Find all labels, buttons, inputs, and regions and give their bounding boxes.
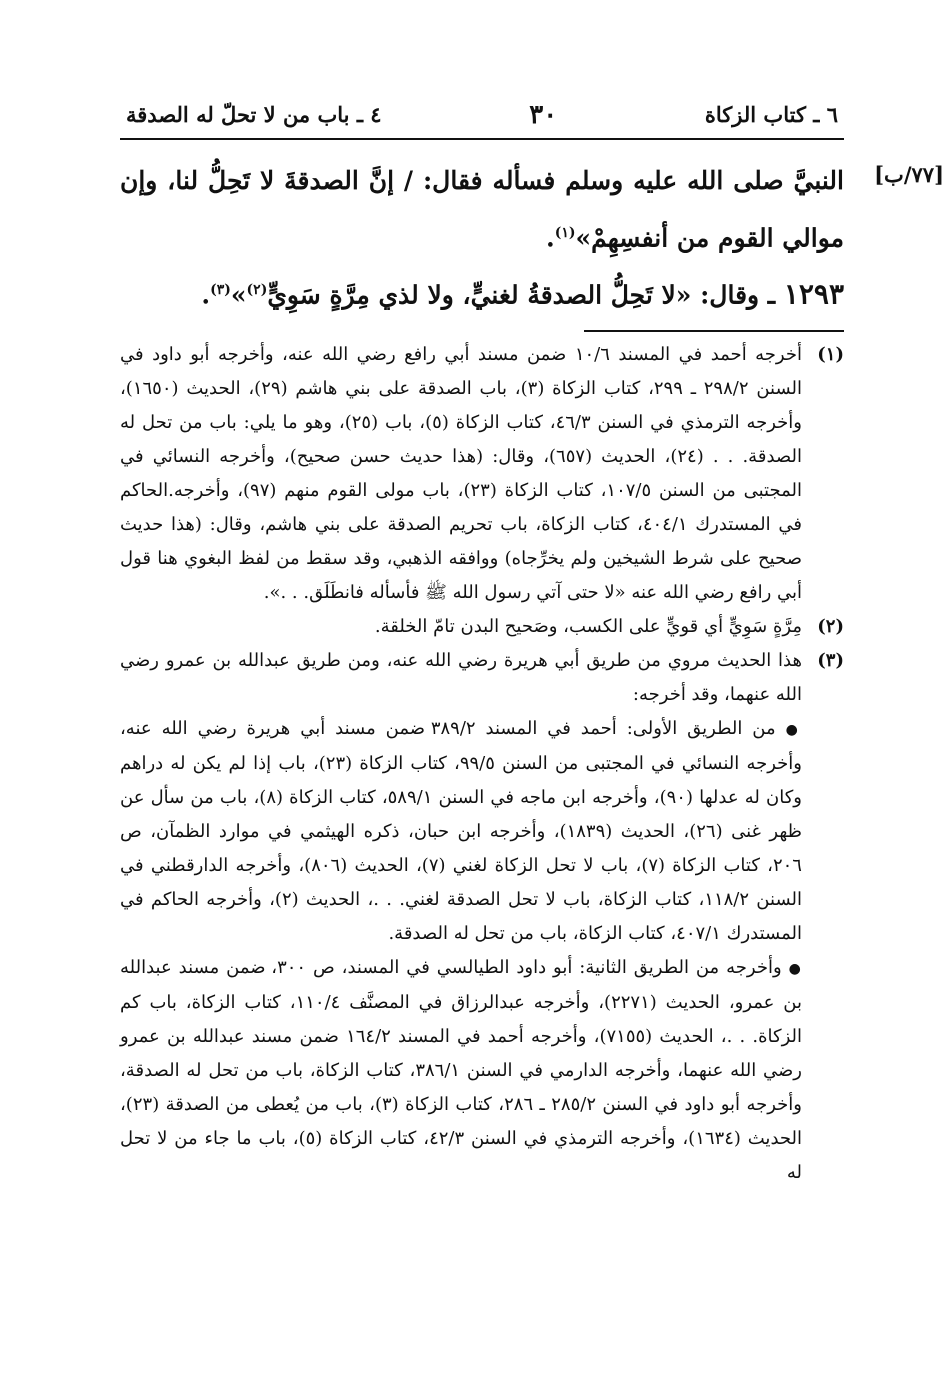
hadith-1293 (120, 264, 844, 321)
header-book-chapter: ٦ ـ كتاب الزكاة (704, 102, 838, 127)
footnote-text: مِرَّةٍ سَوِيٍّ أي قويٍّ على الكسب، وصَحيح البدن تامّ الخلقة. (374, 615, 802, 637)
footnote-1 (120, 338, 844, 610)
manuscript-folio-ref: [٧٧/ب] (874, 162, 944, 187)
running-header (120, 98, 844, 140)
footnote-2 (120, 610, 844, 644)
header-section-title: ٤ ـ باب من لا تحلّ له الصدقة (126, 102, 382, 127)
footnote-text: أخرجه أحمد في المسند ١٠/٦ ضمن مسند أبي رافع رضي الله عنه، وأخرجه أبو داود في السنن ٢٩٨/٢ ـ ٢٩٩، كتاب الزكاة (٣)، باب الصدقة على بني هاشم (٢٩)، الحديث (١٦٥٠)، وأخرجه الترمذي في السنن ٤٦/٣، كتاب الزكاة (٥)، باب (٢٥)، وهو ما يلي: باب من تحل له الصدقة. . . (٢٤)، الحديث (٦٥٧)، وقال: (هذا حديث حسن صحيح)، وأخرجه النسائي في المجتبى من السنن ١٠٧/٥، كتاب الزكاة (٢٣)، باب مولى القوم منهم (٩٧)، وأخرجه.الحاكم في المستدرك ٤٠٤/١، كتاب الزكاة، باب تحريم الصدقة على بني هاشم، وقال: (هذا حديث صحيح على شرط الشيخين ولم يخرِّجاه) ووافقه الذهبي، وقد سقط من لفظ البغوي هنا قول أبي رافع رضي الله عنه «لا حتى آتي رسول الله ﷺ فأسأله فانطَلَق. . .». (120, 343, 802, 603)
footnote-body (120, 644, 802, 1190)
footnote-number: (٢) (817, 615, 844, 637)
footnotes (120, 338, 844, 1190)
footnote-3 (120, 644, 844, 1190)
hadith-end: . (201, 280, 211, 310)
footnote-marker-3: (٣) (210, 282, 231, 299)
footnote-separator (584, 330, 844, 332)
continuation-text: النبيَّ صلى الله عليه وسلم فسأله فقال: / إنَّ الصدقةَ لا تَحِلُّ لنا، وإن موالي القوم من أنفسِهِمْ» (120, 166, 844, 253)
continuation-end: . (546, 223, 555, 253)
hadith-number: ١٢٩٣ (783, 277, 844, 311)
route-1-text: من الطريق الأولى: أحمد في المسند ٣٨٩/٢ ضمن مسند أبي هريرة رضي الله عنه، وأخرجه النسائي في المجتبى من السنن ٩٩/٥، كتاب الزكاة (٢٣)، باب إذا لم يكن له دراهم وكان له عدلها (٩٠)، وأخرجه ابن ماجه في السنن ٥٨٩/١، كتاب الزكاة (٨)، باب من سأل عن ظهر غنى (٢٦)، الحديث (١٨٣٩)، وأخرجه ابن حبان، ذكره الهيثمي في موارد الظمآن، ص ٢٠٦، كتاب الزكاة (٧)، باب لا تحل الزكاة لغني (٧)، الحديث (٨٠٦)، وأخرجه الدارقطني في السنن ١١٨/٢، كتاب الزكاة، باب لا تحل الصدقة لغني. . .، الحديث (٢)، وأخرجه الحاكم في المستدرك ٤٠٧/١، كتاب الزكاة، باب من تحل له الصدقة. (120, 717, 802, 944)
book-page (120, 98, 944, 1190)
footnote-marker-2: (٢) (246, 282, 268, 299)
footnote-route-2 (120, 951, 802, 1190)
footnote-body (120, 338, 802, 610)
main-text (120, 154, 944, 322)
bullet-icon: ● (788, 960, 802, 977)
footnote-number: (١) (817, 343, 844, 365)
route-2-text: وأخرجه من الطريق الثانية: أبو داود الطيالسي في المسند، ص ٣٠٠، ضمن مسند عبدالله بن عمرو، الحديث (٢٢٧١)، وأخرجه عبدالرزاق في المصنَّف ١١٠/٤، كتاب الزكاة، باب كم الزكاة. . .، الحديث (٧١٥٥)، وأخرجه أحمد في المسند ١٦٤/٢ ضمن مسند عبدالله بن عمرو رضي الله عنهما، وأخرجه الدارمي في السنن ٣٨٦/١، كتاب الزكاة، باب من تحل له الصدقة، وأخرجه أبو داود في السنن ٢٨٥/٢ ـ ٢٨٦، كتاب الزكاة (٣)، باب من يُعطى من الصدقة (٢٣)، الحديث (١٦٣٤)، وأخرجه الترمذي في السنن ٤٢/٣، كتاب الزكاة (٥)، باب ما جاء من لا تحل له (120, 956, 803, 1183)
page-number: ٣٠ (529, 100, 558, 130)
footnote-route-1 (120, 712, 802, 951)
footnote-number: (٣) (817, 649, 844, 671)
footnote-text: هذا الحديث مروي من طريق أبي هريرة رضي الله عنه، ومن طريق عبدالله بن عمرو رضي الله عنهما، وقد أخرجه: (120, 649, 802, 705)
hadith-text: ـ وقال: «لا تَحِلُّ الصدقةُ لغنيٍّ، ولا لذي مِرَّةٍ سَوِيٍّ (267, 280, 784, 310)
footnote-marker-1: (١) (554, 225, 576, 241)
footnote-body (120, 610, 802, 644)
hadith-continuation (120, 154, 844, 264)
bullet-icon: ● (785, 721, 803, 738)
quote-close: » (230, 280, 247, 310)
